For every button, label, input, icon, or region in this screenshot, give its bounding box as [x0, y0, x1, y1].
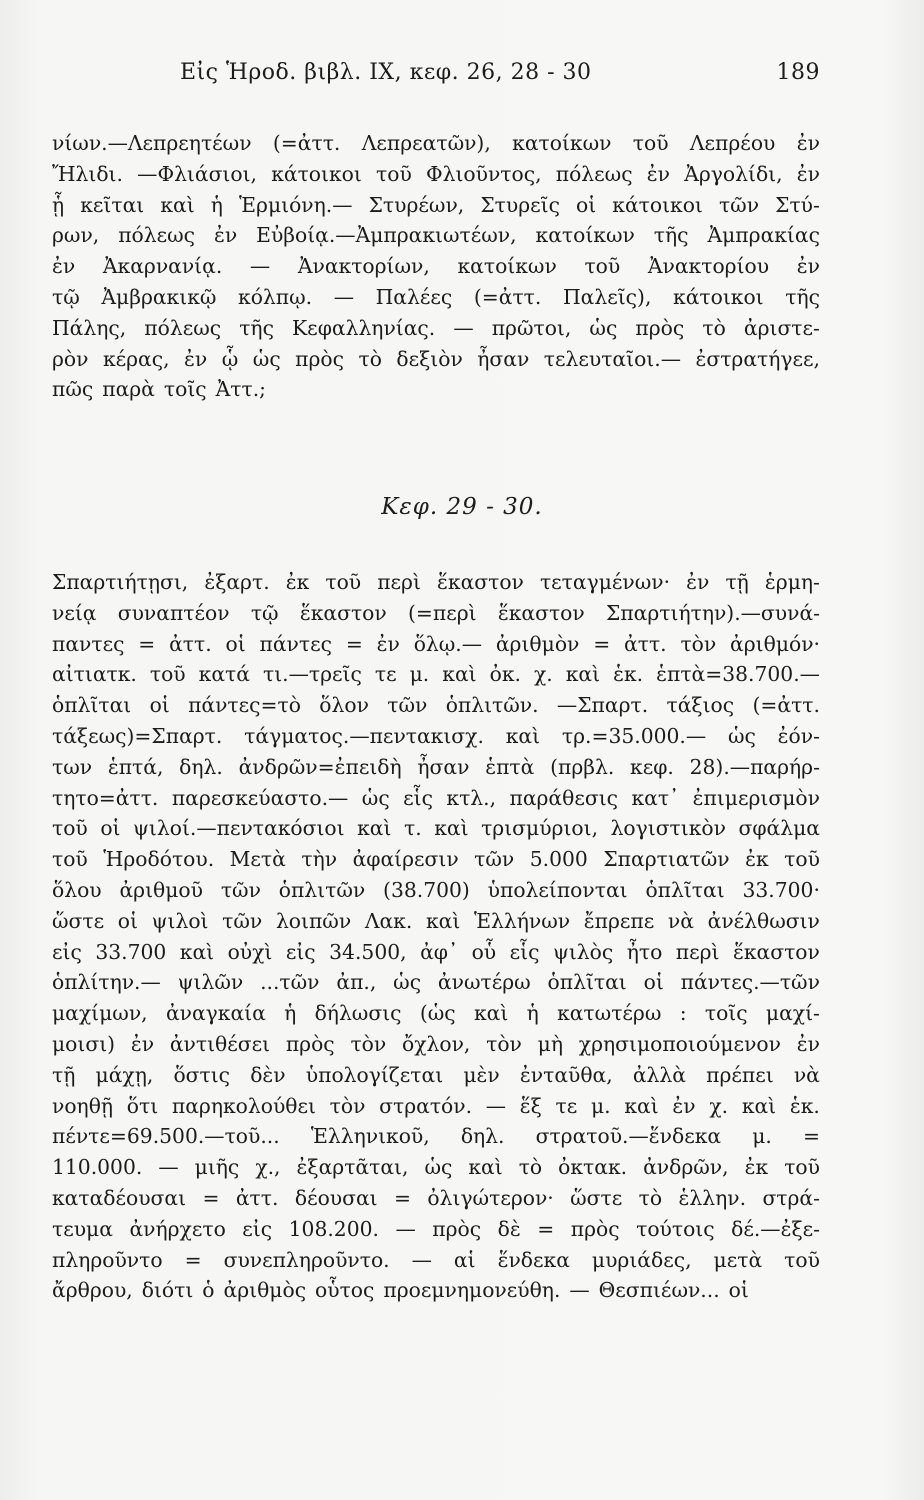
text-line: μοισι) ἐν ἀντιθέσει πρὸς τὸν ὄχλον, τὸν μὴ χρησιμοποιούμενον ἐν: [52, 1031, 820, 1056]
text-line: νείᾳ συναπτέον τῷ ἕκαστον (=περὶ ἕκαστον Σπαρτιήτην).—συνά-: [52, 600, 820, 625]
text-line: 110.000. — μιῆς χ., ἐξαρτᾶται, ὡς καὶ τὸ ὀκτακ. ἀνδρῶν, ἐκ τοῦ: [52, 1155, 820, 1180]
text-line: τοῦ οἱ ψιλοί.—πεντακόσιοι καὶ τ. καὶ τρισμύριοι, λογιστικὸν σφάλμα: [52, 816, 820, 841]
text-line: αἰτιατκ. τοῦ κατά τι.—τρεῖς τε μ. καὶ ὀκ. χ. καὶ ἑκ. ἑπτὰ=38.700.—: [52, 662, 820, 687]
text-line: μαχίμων, ἀναγκαία ἡ δήλωσις (ὡς καὶ ἡ κατωτέρω : τοῖς μαχί-: [52, 1001, 820, 1026]
text-line: παντες = ἀττ. οἱ πάντες = ἐν ὅλῳ.— ἀριθμὸν = ἀττ. τὸν ἀριθμόν·: [52, 631, 820, 656]
text-line: καταδέουσαι = ἀττ. δέουσαι = ὀλιγώτερον· ὥστε τὸ ἑλλην. στρά-: [52, 1185, 820, 1210]
text-line: πέντε=69.500.—τοῦ... Ἑλληνικοῦ, δηλ. στρατοῦ.—ἕνδεκα μ. =: [52, 1124, 820, 1149]
text-line: ρων, πόλεως ἐν Εὐβοίᾳ.—Ἀμπρακιωτέων, κατοίκων τῆς Ἀμπρακίας: [52, 223, 820, 248]
text-line: τητο=ἀττ. παρεσκεύαστο.— ὡς εἷς κτλ., παράθεσις κατ᾽ ἐπιμερισμὸν: [52, 785, 820, 810]
text-line: Σπαρτιήτῃσι, ἐξαρτ. ἐκ τοῦ περὶ ἕκαστον τεταγμένων· ἐν τῇ ἑρμη-: [52, 570, 820, 594]
text-line: πληροῦντο = συνεπληροῦντο. — αἱ ἕνδεκα μυριάδες, μετὰ τοῦ: [52, 1247, 820, 1272]
text-line: εἰς 33.700 καὶ οὐχὶ εἰς 34.500, ἀφ᾽ οὗ εἷς ψιλὸς ἦτο περὶ ἕκαστον: [52, 939, 820, 964]
running-title: Εἰς Ἡροδ. βιβλ. IX, κεφ. 26, 28 - 30: [180, 60, 592, 85]
text-line: νοηθῇ ὅτι παρηκολούθει τὸν στρατόν. — ἕξ τε μ. καὶ ἐν χ. καὶ ἑκ.: [52, 1093, 820, 1118]
running-header: [180, 60, 820, 100]
text-line: των ἑπτά, δηλ. ἀνδρῶν=ἐπειδὴ ἦσαν ἑπτὰ (πρβλ. κεφ. 28).—παρήρ-: [52, 754, 820, 779]
text-line: ὥστε οἱ ψιλοὶ τῶν λοιπῶν Λακ. καὶ Ἑλλήνων ἔπρεπε νὰ ἀνέλθωσιν: [52, 908, 820, 933]
text-line: νίων.—Λεπρεητέων (=ἀττ. Λεπρεατῶν), κατοίκων τοῦ Λεπρέου ἐν: [52, 131, 820, 155]
text-line: τῷ Ἀμβρακικῷ κόλπῳ. — Παλέες (=ἀττ. Παλεῖς), κάτοικοι τῆς: [52, 284, 820, 309]
section-heading: Κεφ. 29 - 30.: [381, 494, 543, 520]
text-line: Ἤλιδι. —Φλιάσιοι, κάτοικοι τοῦ Φλιοῦντος, πόλεως ἐν Ἀργολίδι, ἐν: [52, 161, 820, 186]
text-line: τοῦ Ἡροδότου. Μετὰ τὴν ἀφαίρεσιν τῶν 5.000 Σπαρτιατῶν ἐκ τοῦ: [52, 847, 820, 872]
text-line: ὅλου ἀριθμοῦ τῶν ὁπλιτῶν (38.700) ὑπολείπονται ὁπλῖται 33.700·: [52, 877, 820, 902]
text-line: ρὸν κέρας, ἐν ᾧ ὡς πρὸς τὸ δεξιὸν ἦσαν τελευταῖοι.— ἐστρατήγεε,: [52, 346, 820, 371]
text-line: ἐν Ἀκαρνανίᾳ. — Ἀνακτορίων, κατοίκων τοῦ Ἀνακτορίου ἐν: [52, 254, 820, 279]
text-line: πῶς παρὰ τοῖς Ἀττ.;: [52, 377, 267, 402]
page-number: 189: [776, 60, 820, 85]
paragraph-1: [52, 128, 820, 405]
text-line: ᾗ κεῖται καὶ ἡ Ἑρμιόνη.— Στυρέων, Στυρεῖς οἱ κάτοικοι τῶν Στύ-: [52, 192, 820, 217]
text-line: τάξεως)=Σπαρτ. τάγματος.—πεντακισχ. καὶ τρ.=35.000.— ὡς ἐόν-: [52, 723, 820, 748]
text-line: ὁπλίτην.— ψιλῶν ...τῶν ἀπ., ὡς ἀνωτέρω ὁπλῖται οἱ πάντες.—τῶν: [52, 970, 820, 995]
paragraph-2: [52, 567, 820, 1306]
text-line: τῇ μάχῃ, ὅστις δὲν ὑπολογίζεται μὲν ἐνταῦθα, ἀλλὰ πρέπει νὰ: [52, 1062, 820, 1087]
text-line: ἄρθρου, διότι ὁ ἀριθμὸς οὗτος προεμνημονεύθη. — Θεσπιέων... οἱ: [52, 1278, 749, 1303]
text-line: Πάλης, πόλεως τῆς Κεφαλληνίας. — πρῶτοι, ὡς πρὸς τὸ ἀριστε-: [52, 315, 820, 340]
text-line: τευμα ἀνήρχετο εἰς 108.200. — πρὸς δὲ = πρὸς τούτοις δέ.—ἐξε-: [52, 1216, 820, 1241]
text-line: ὁπλῖται οἱ πάντες=τὸ ὅλον τῶν ὁπλιτῶν. —Σπαρτ. τάξιος (=ἀττ.: [52, 693, 820, 718]
